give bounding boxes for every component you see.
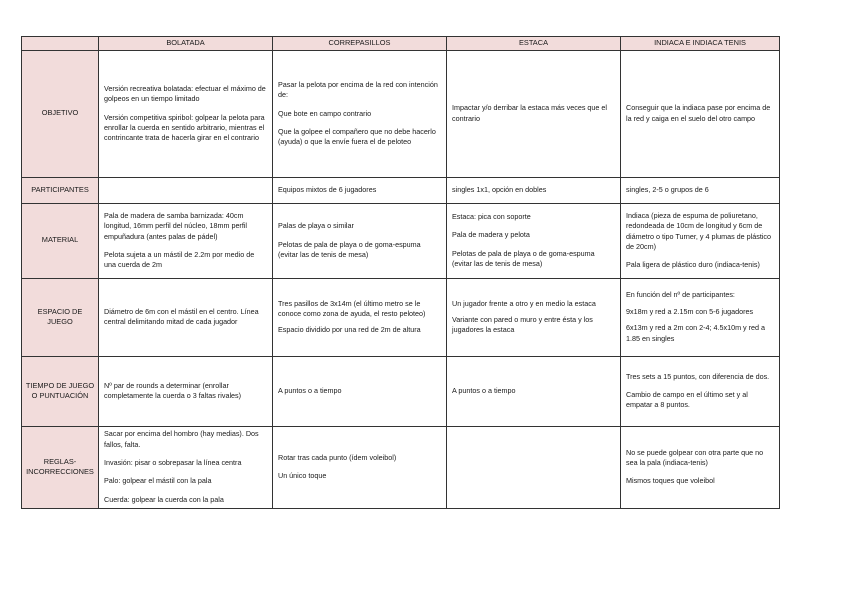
cell-paragraph: Indiaca (pieza de espuma de poliuretano, redondeada de 10cm de longitud y 6cm de diámetro o tipo Turner, y 4 plumas de plástico de 20cm)	[626, 210, 772, 251]
row-label-objetivo: OBJETIVO	[22, 50, 99, 177]
cell-paragraph: Tres pasillos de 3x14m (el último metro se le conoce como zona de ayuda, el resto peloteo)	[278, 298, 426, 319]
cell-paragraph: No se puede golpear con otra parte que no sea la pala (indiaca-tenis)	[626, 447, 764, 468]
cell-objetivo-bolatada	[99, 50, 273, 177]
header-corner	[22, 37, 99, 51]
cell-paragraph: Invasión: pisar o sobrepasar la línea centra	[104, 458, 242, 468]
cell-paragraph: Un único toque	[278, 471, 327, 481]
cell-paragraph: singles, 2-5 o grupos de 6	[626, 185, 709, 195]
cell-paragraph: Equipos mixtos de 6 jugadores	[278, 185, 377, 195]
cell-paragraph: En función del nº de participantes:	[626, 290, 735, 300]
cell-material-indiaca	[621, 203, 780, 278]
cell-material-estaca	[447, 203, 621, 278]
cell-paragraph: 9x18m y red a 2.15m con 5-6 jugadores	[626, 306, 754, 316]
cell-reglas-incorrecciones-correpasillos	[273, 426, 447, 508]
table-row-participantes	[22, 177, 780, 203]
cell-participantes-indiaca	[621, 177, 780, 203]
cell-paragraph: Pelotas de pala de playa o de goma-espuma (evitar las de tenis de mesa)	[278, 239, 421, 259]
cell-paragraph: Impactar y/o derribar la estaca más veces que el contrario	[452, 103, 608, 123]
cell-espacio-de-juego-bolatada	[99, 278, 273, 356]
cell-paragraph: Pelotas de pala de playa o de goma-espuma (evitar las de tenis de mesa)	[452, 248, 595, 269]
cell-participantes-estaca	[447, 177, 621, 203]
table-row-tiempo-de-juego-o-puntuacion	[22, 356, 780, 426]
cell-paragraph: Pala de madera y pelota	[452, 230, 530, 240]
row-label-participantes: PARTICIPANTES	[22, 177, 99, 203]
cell-paragraph: Cambio de campo en el último set y al empatar a 8 puntos.	[626, 390, 748, 410]
cell-paragraph: Pala ligera de plástico duro (indiaca-tenis)	[626, 260, 760, 270]
cell-objetivo-indiaca	[621, 50, 780, 177]
header-row	[22, 37, 780, 51]
cell-espacio-de-juego-estaca	[447, 278, 621, 356]
cell-paragraph: A puntos o a tiempo	[452, 386, 516, 396]
cell-paragraph: Palo: golpear el mástil con la pala	[104, 476, 212, 486]
cell-tiempo-de-juego-o-puntuacion-bolatada	[99, 356, 273, 426]
comparison-table	[21, 36, 780, 509]
cell-paragraph: Rotar tras cada punto (ídem voleibol)	[278, 452, 397, 462]
cell-paragraph: Palas de playa o similar	[278, 221, 354, 231]
cell-reglas-incorrecciones-indiaca	[621, 426, 780, 508]
cell-paragraph: Conseguir que la indiaca pase por encima de la red y caiga en el suelo del otro campo	[626, 103, 771, 123]
cell-paragraph: Estaca: pica con soporte	[452, 211, 531, 221]
header-indiaca: INDIACA E INDIACA TENIS	[621, 37, 780, 51]
cell-espacio-de-juego-indiaca	[621, 278, 780, 356]
cell-paragraph: Mismos toques que voleibol	[626, 476, 715, 486]
cell-paragraph: Que bote en campo contrario	[278, 108, 372, 118]
cell-paragraph: Variante con pared o muro y entre ésta y los jugadores la estaca	[452, 315, 593, 335]
cell-paragraph: Espacio dividido por una red de 2m de altura	[278, 325, 421, 335]
cell-objetivo-estaca	[447, 50, 621, 177]
cell-paragraph: Pala de madera de samba barnizada: 40cm longitud, 16mm perfil del núcleo, 18mm perfil empuñadura (antes palas de pádel)	[104, 210, 248, 241]
table-row-objetivo	[22, 50, 780, 177]
cell-paragraph: Pasar la pelota por encima de la red con intención de:	[278, 79, 438, 100]
row-label-reglas-incorrecciones: REGLAS-INCORRECCIONES	[22, 426, 99, 508]
header-bolatada: BOLATADA	[99, 37, 273, 51]
cell-paragraph: A puntos o a tiempo	[278, 386, 342, 396]
cell-reglas-incorrecciones-estaca	[447, 426, 621, 508]
table-row-espacio-de-juego	[22, 278, 780, 356]
cell-paragraph: singles 1x1, opción en dobles	[452, 185, 547, 195]
cell-paragraph: Un jugador frente a otro y en medio la estaca	[452, 298, 596, 308]
cell-reglas-incorrecciones-bolatada	[99, 426, 273, 508]
cell-espacio-de-juego-correpasillos	[273, 278, 447, 356]
table-row-reglas-incorrecciones	[22, 426, 780, 508]
cell-paragraph: 6x13m y red a 2m con 2-4; 4.5x10m y red a 1.85 en singles	[626, 323, 766, 343]
cell-paragraph: Cuerda: golpear la cuerda con la pala	[104, 494, 224, 504]
header-correpasillos: CORREPASILLOS	[273, 37, 447, 51]
cell-participantes-bolatada	[99, 177, 273, 203]
cell-tiempo-de-juego-o-puntuacion-indiaca	[621, 356, 780, 426]
row-label-material: MATERIAL	[22, 203, 99, 278]
cell-material-bolatada	[99, 203, 273, 278]
row-label-tiempo-de-juego-o-puntuacion: TIEMPO DE JUEGO O PUNTUACIÓN	[22, 356, 99, 426]
header-estaca: ESTACA	[447, 37, 621, 51]
row-label-espacio-de-juego: ESPACIO DE JUEGO	[22, 278, 99, 356]
cell-paragraph: Tres sets a 15 puntos, con diferencia de dos.	[626, 371, 770, 381]
cell-objetivo-correpasillos	[273, 50, 447, 177]
cell-paragraph: Nº par de rounds a determinar (enrollar completamente la cuerda o 3 faltas rivales)	[104, 380, 242, 401]
cell-paragraph: Versión competitiva spiribol: golpear la pelota para enrollar la cuerda en sentido arbitrario, mientras el contrincante trata de hacerla girar en el contrario	[104, 112, 265, 143]
table-row-material	[22, 203, 780, 278]
cell-paragraph: Pelota sujeta a un mástil de 2.2m por medio de una cuerda de 2m	[104, 249, 255, 270]
cell-paragraph: Que la golpee el compañero que no debe hacerlo (ayuda) o que la envíe fuera el de peloteo	[278, 126, 436, 147]
cell-paragraph: Sacar por encima del hombro (hay medias). Dos fallos, falta.	[104, 429, 259, 449]
cell-material-correpasillos	[273, 203, 447, 278]
cell-tiempo-de-juego-o-puntuacion-correpasillos	[273, 356, 447, 426]
cell-tiempo-de-juego-o-puntuacion-estaca	[447, 356, 621, 426]
cell-paragraph: Diámetro de 6m con el mástil en el centro. Línea central delimitando mitad de cada jugador	[104, 306, 259, 327]
cell-paragraph: Versión recreativa bolatada: efectuar el máximo de golpeos en un tiempo limitado	[104, 83, 266, 104]
cell-participantes-correpasillos	[273, 177, 447, 203]
